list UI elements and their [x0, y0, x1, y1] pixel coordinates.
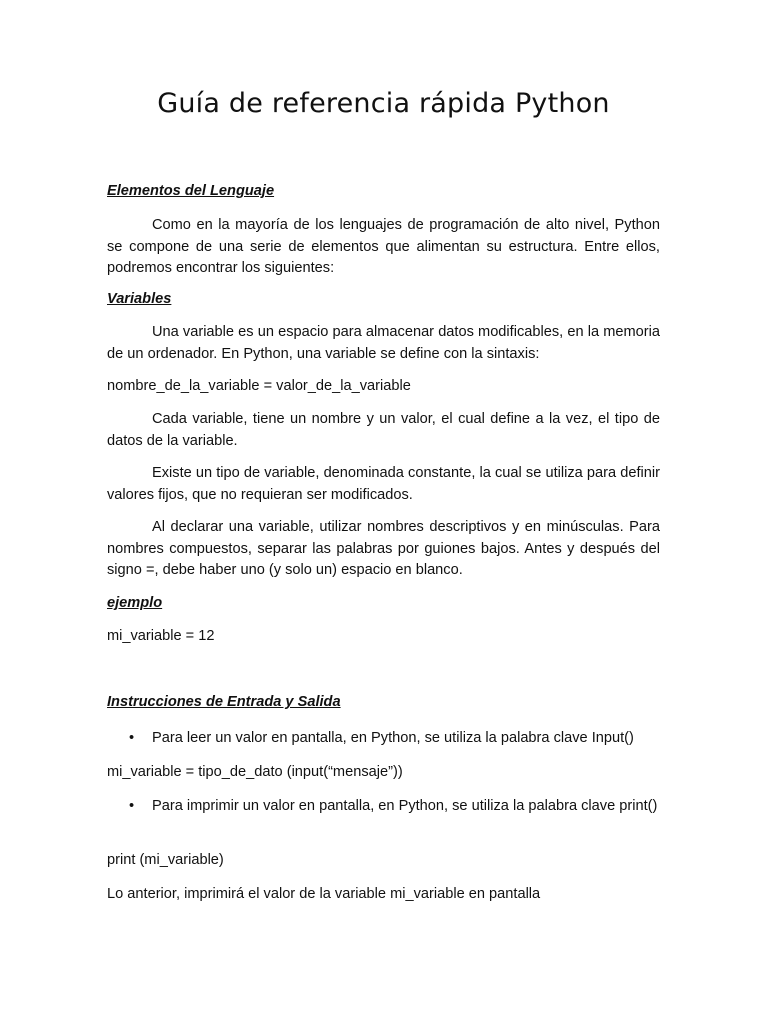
paragraph-elementos: Como en la mayoría de los lenguajes de programación de alto nivel, Python se compone de una serie de elementos que alimentan su estructura. Entre ellos, podremos encontrar los siguientes: — [107, 217, 660, 277]
bullet-text-input: Para leer un valor en pantalla, en Python, se utiliza la palabra clave Input() — [152, 730, 634, 746]
bullet-icon: • — [129, 798, 135, 814]
paragraph-variables-name-value: Cada variable, tiene un nombre y un valor, el cual define a la vez, el tipo de datos de la variable. — [107, 411, 660, 449]
code-example: mi_variable = 12 — [107, 628, 215, 644]
paragraph-variables-naming: Al declarar una variable, utilizar nombres descriptivos y en minúsculas. Para nombres compuestos, separar las palabras por guiones bajos. Antes y después del signo =, debe haber uno (y solo un) espacio en blanco. — [107, 519, 660, 579]
paragraph-closing: Lo anterior, imprimirá el valor de la variable mi_variable en pantalla — [107, 886, 541, 902]
bullet-text-print: Para imprimir un valor en pantalla, en Python, se utiliza la palabra clave print() — [152, 798, 658, 814]
code-syntax: nombre_de_la_variable = valor_de_la_variable — [107, 378, 411, 394]
paragraph-variables-definition: Una variable es un espacio para almacenar datos modificables, en la memoria de un ordenador. En Python, una variable se define con la sintaxis: — [107, 324, 660, 362]
paragraph-variables-constante: Existe un tipo de variable, denominada constante, la cual se utiliza para definir valores fijos, que no requieran ser modificados. — [107, 465, 660, 503]
section-heading-io: Instrucciones de Entrada y Salida — [107, 694, 341, 710]
section-heading-elementos: Elementos del Lenguaje — [107, 183, 275, 199]
bullet-icon: • — [129, 730, 135, 746]
page-title: Guía de referencia rápida Python — [157, 88, 610, 119]
section-heading-ejemplo: ejemplo — [107, 595, 163, 611]
code-print: print (mi_variable) — [107, 852, 224, 868]
section-heading-variables: Variables — [107, 291, 172, 307]
code-input: mi_variable = tipo_de_dato (input(“mensaje”)) — [107, 764, 403, 780]
